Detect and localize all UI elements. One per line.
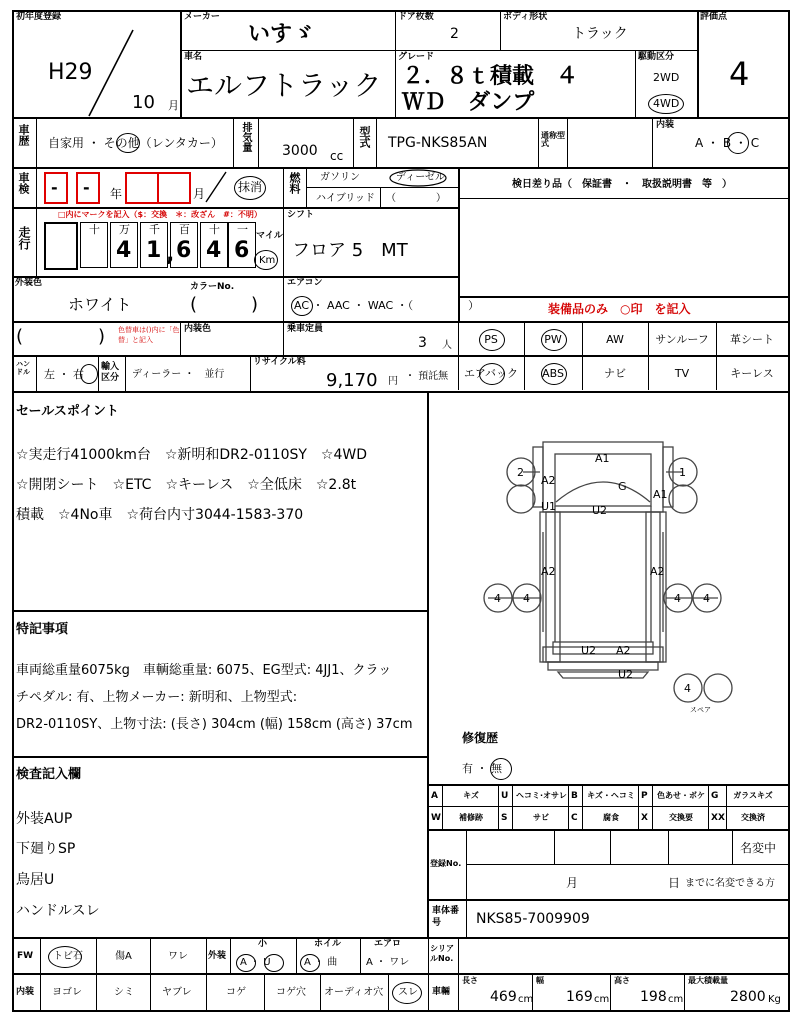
check-line-3: 鳥居U <box>16 872 55 888</box>
check-title: 検査記入欄 <box>16 767 82 782</box>
slash-separator <box>85 28 135 118</box>
body-label: ボディ形状 <box>503 12 548 22</box>
import-value: ディーラー ・ 並行 <box>132 369 225 380</box>
mileage-digit: 4 <box>116 238 132 263</box>
equipment-label: ナビ <box>604 367 626 380</box>
small-value: A ・ U <box>240 957 271 968</box>
spare-label: スペア <box>690 706 711 714</box>
first-reg-year: H29 <box>48 60 93 85</box>
height-unit: cm <box>668 994 684 1005</box>
notes-line2: チペダル: 有、上物メーカー: 新明和、上物型式: <box>16 690 298 705</box>
first-reg-month: 10 <box>132 92 155 113</box>
color-no-paren: ( ) <box>190 294 259 315</box>
legend-code: A <box>431 791 438 801</box>
aircon-circle <box>291 296 313 316</box>
legend-desc: 色あせ・ボケ <box>657 791 705 800</box>
int-label: 内装 <box>16 987 35 997</box>
month-unit: 月 <box>168 99 179 112</box>
aero-label: エアロ <box>374 939 402 949</box>
equipment-label: PS <box>484 333 498 346</box>
inspection-year-unit: 年 <box>110 187 123 201</box>
displacement-unit: cc <box>330 149 344 163</box>
doors-label: ドア枚数 <box>398 12 434 22</box>
mileage-comma: , <box>166 242 175 267</box>
equipment-circle <box>479 329 505 351</box>
capacity-value: 3 <box>418 335 427 351</box>
repair-circle <box>490 758 512 780</box>
load-label: 最大積載量 <box>688 976 728 985</box>
maker: いすゞ <box>248 22 315 47</box>
fuel-gas: ガソリン <box>320 172 360 183</box>
color-change-note: 色替車は()内に「色替」と記入 <box>118 326 180 344</box>
registration-label: 登録No. <box>430 859 462 868</box>
inspection-slash <box>200 170 230 204</box>
drive-4wd: 4WD <box>653 97 680 110</box>
doors: 2 <box>450 26 459 42</box>
equipment-label: PW <box>544 333 562 346</box>
diagram-a2-left-mid: A2 <box>541 565 556 578</box>
shift-label: シフト <box>287 210 315 220</box>
int-item-3: ヤブレ <box>162 987 192 998</box>
capacity-label: 乗車定員 <box>287 324 324 334</box>
diagram-g: G <box>618 480 627 493</box>
chassis-label: 車体番号 <box>432 906 460 928</box>
km-circle <box>254 250 278 270</box>
mileage-unit-label: 千 <box>149 223 160 236</box>
import-label: 輸入区分 <box>101 362 120 383</box>
diagram-a2-bottom: A2 <box>616 644 631 657</box>
wheel-circle <box>300 954 320 972</box>
aircon-value: AC ・ AAC ・ WAC ・（ ） <box>294 299 480 312</box>
legend-desc: 補修跡 <box>459 813 483 822</box>
fw-circle <box>48 946 82 968</box>
legend-desc: キズ・ヘコミ <box>587 791 635 800</box>
length-label: 長さ <box>462 976 478 985</box>
height-label: 高さ <box>614 976 630 985</box>
legend-desc: ガラスキズ <box>733 791 773 800</box>
fuel-hybrid: ハイブリッド <box>316 193 375 204</box>
color-no-label: カラーNo. <box>190 282 235 292</box>
notes-line1: 車両総重量6075kg 車輌総重量: 6075、EG型式: 4JJ1、クラッ <box>16 663 392 678</box>
grade-score: 4 <box>729 55 750 93</box>
history-circle <box>116 133 140 153</box>
mileage-unit-label: 十 <box>89 223 100 236</box>
model: TPG-NKS85AN <box>388 135 488 151</box>
equipment-label: 革シート <box>730 333 774 346</box>
diagram-u2-bottom: U2 <box>581 644 597 657</box>
equipment-label: キーレス <box>730 367 774 380</box>
diesel-circle <box>388 168 448 188</box>
repair-title: 修復歴 <box>462 731 499 745</box>
recycle-deposit: ・ 預託無 <box>405 371 449 382</box>
small-label: 小 <box>258 939 268 949</box>
legend-code: U <box>501 791 509 801</box>
recycle-unit: 円 <box>388 376 398 387</box>
grade-line2: ＷＤ ダンプ <box>402 90 535 115</box>
drive-label: 駆動区分 <box>638 52 675 62</box>
int-item-5: コゲ穴 <box>276 987 306 998</box>
maker-label: メーカー <box>184 12 220 22</box>
legend-desc: サビ <box>533 813 549 822</box>
fw-label: FW <box>17 951 34 961</box>
notes-title: 特記事項 <box>16 622 69 637</box>
wheel-label: ホイル <box>314 939 342 949</box>
legend-desc: 交換要 <box>669 813 693 822</box>
diagram-a2-right-mid: A2 <box>650 565 665 578</box>
recycle-value: 9,170 <box>326 370 378 391</box>
int-item-4: コゲ <box>226 987 246 998</box>
equipment-title: 装備品のみ ○印 を記入 <box>548 302 691 316</box>
fuel-diesel: ディーゼル <box>396 172 445 183</box>
mileage-unit-label: 万 <box>119 223 130 236</box>
sales-line1: ☆実走行41000km台 ☆新明和DR2-0110SY ☆4WD <box>16 447 367 463</box>
int-item-6: オーディオ穴 <box>324 987 384 998</box>
equipment-circle <box>541 363 567 385</box>
aircon-label: エアコン <box>287 278 323 288</box>
fw-item-2: 傷A <box>115 951 132 962</box>
common-model-label: 通称型式 <box>541 131 565 148</box>
inspection-box-4 <box>157 172 191 204</box>
int-item-2: シミ <box>114 987 134 998</box>
equipment-label: エアバック <box>463 367 519 380</box>
fw-item-1: トビ石 <box>53 951 83 962</box>
docs-title: 検日差り品（ 保証書 ・ 取扱説明書 等 ） <box>512 179 732 190</box>
history-value: 自家用 ・ その他（レンタカー） <box>48 136 223 150</box>
serial-label: シリアルNo. <box>430 944 454 963</box>
small-circle-u <box>264 954 284 972</box>
int-circle <box>392 982 422 1004</box>
equipment-label: ABS <box>542 367 564 380</box>
legend-code: G <box>711 791 719 801</box>
equipment-circle <box>541 329 567 351</box>
diagram-u2-lower: U2 <box>618 668 634 681</box>
color-value: ホワイト <box>68 295 132 314</box>
paren-left: ( <box>16 326 24 347</box>
car-name: エルフトラック <box>186 69 382 102</box>
grade-label: グレード <box>398 52 435 62</box>
displacement-label: 排気量 <box>240 122 251 152</box>
legend-desc: ヘコミ·オサレ <box>516 791 567 800</box>
check-line-4: ハンドルスレ <box>16 903 100 919</box>
name-change: 名変中 <box>740 841 777 855</box>
int-item-1: ヨゴレ <box>52 987 82 998</box>
fw-item-3: ワレ <box>168 951 188 962</box>
damage-diagram <box>428 392 788 784</box>
handle-label: ハンドル <box>16 360 30 377</box>
mileage-unit-label: 一 <box>237 223 248 236</box>
inspection-dash-2: - <box>83 178 90 197</box>
frame-right <box>788 10 790 1012</box>
equipment-label: TV <box>674 367 690 380</box>
capacity-unit: 人 <box>442 340 452 351</box>
load-unit: Kg <box>768 994 781 1005</box>
grade-score-label: 評価点 <box>700 12 728 22</box>
interior-circle <box>727 132 749 154</box>
mileage-unit-label: 十 <box>209 223 220 236</box>
handle-value: 左 ・ 右 <box>44 368 84 381</box>
inspection-month-unit: 月 <box>193 187 206 201</box>
history-label: 車歴 <box>17 124 30 146</box>
car-name-label: 車名 <box>184 52 203 62</box>
load-value: 2800 <box>730 989 766 1005</box>
dims-label: 車輛 <box>432 987 451 997</box>
recycle-label: リサイクル料 <box>253 357 306 367</box>
inspection-box-3 <box>125 172 159 204</box>
ext-label: 外装 <box>208 951 227 961</box>
cancelled-circle <box>234 176 266 200</box>
diagram-u2-mid: U2 <box>592 504 608 517</box>
fuel-hybrid-paren: （ ） <box>386 193 446 204</box>
width-value: 169 <box>566 989 593 1005</box>
mileage-digit: 1 <box>146 238 162 263</box>
mileage-note: □内にマークを記入（$：交換 ＊：改ざん #：不明） <box>58 210 262 219</box>
wheel-rear-r2: 4 <box>703 592 710 605</box>
wheel-rear-l1: 4 <box>494 592 501 605</box>
body: トラック <box>572 26 628 42</box>
sales-title: セールスポイント <box>16 404 119 419</box>
check-line-2: 下廻りSP <box>16 841 76 857</box>
inspection-label: 車検 <box>17 172 30 194</box>
mileage-digit: 6 <box>176 238 192 263</box>
sales-line3: 積載 ☆4No車 ☆荷台内寸3044-1583-370 <box>16 507 304 523</box>
mileage-digit: 6 <box>234 238 250 263</box>
legend-code: S <box>501 813 508 823</box>
frame-bottom <box>12 1010 790 1012</box>
equipment-label: サンルーフ <box>655 333 709 346</box>
legend-desc: キズ <box>463 791 479 800</box>
notes-line3: DR2-0110SY、上物寸法: (長さ) 304cm (幅) 158cm (高さ) 37cm <box>16 717 413 732</box>
color-label: 外装色 <box>15 278 43 288</box>
wheel-front-right: 1 <box>679 466 686 479</box>
height-value: 198 <box>640 989 667 1005</box>
legend-desc: 腐食 <box>603 813 619 822</box>
length-value: 469 <box>490 989 517 1005</box>
model-label: 型式 <box>358 126 371 148</box>
drive-2wd: 2WD <box>653 71 680 84</box>
check-line-1: 外装AUP <box>16 811 73 827</box>
legend-code: P <box>641 791 648 801</box>
legend-code: X <box>641 813 648 823</box>
first-reg-label: 初年度登録 <box>16 12 62 22</box>
legend-code: C <box>571 813 578 823</box>
aero-value: A ・ ワレ <box>366 957 410 968</box>
km-label: Km <box>259 255 276 266</box>
reg-month-unit: 月 <box>566 876 579 890</box>
inspection-cancelled: 抹消 <box>238 180 263 194</box>
shift-value: フロア 5 MT <box>292 240 408 261</box>
small-circle-a <box>236 954 256 972</box>
wheel-value: A ・ 曲 <box>304 957 338 968</box>
diagram-u1: U1 <box>541 500 557 513</box>
mileage-unit-label: 百 <box>179 223 190 236</box>
legend-desc: 交換済 <box>741 813 765 822</box>
interior-grades: A ・ B ・ C <box>695 136 760 150</box>
legend-code: XX <box>711 813 725 823</box>
frame-left <box>12 10 14 1012</box>
wheel-front-left: 2 <box>517 466 524 479</box>
length-unit: cm <box>518 994 534 1005</box>
interior-label: 内装 <box>656 120 675 130</box>
interior-color-label: 内装色 <box>184 324 212 334</box>
grade-line1: ２．８ｔ積載 ４ <box>402 64 579 89</box>
reg-day-unit: 日 <box>668 876 681 890</box>
diagram-a1-right: A1 <box>653 488 668 501</box>
reg-deadline: までに名変できる方 <box>685 878 775 889</box>
wheel-rear-l2: 4 <box>523 592 530 605</box>
legend-code: W <box>431 813 441 823</box>
mileage-digit: 4 <box>206 238 222 263</box>
diagram-a2-left-top: A2 <box>541 474 556 487</box>
mile-label: マイル <box>256 231 283 241</box>
chassis-value: NKS85-7009909 <box>476 911 590 927</box>
equipment-label: AW <box>606 333 624 346</box>
equipment-circle <box>479 363 505 385</box>
paren-right: ) <box>98 326 106 347</box>
inspection-dash-1: - <box>51 178 58 197</box>
repair-value: 有 ・ 無 <box>462 762 502 775</box>
handle-circle <box>80 364 98 384</box>
sales-line2: ☆開閉シート ☆ETC ☆キーレス ☆全低床 ☆2.8t <box>16 477 357 493</box>
displacement: 3000 <box>282 143 318 159</box>
fuel-label: 燃料 <box>288 172 301 194</box>
diagram-a1-top: A1 <box>595 452 610 465</box>
drive-4wd-circle <box>648 94 684 114</box>
wheel-rear-r1: 4 <box>674 592 681 605</box>
mileage-box-0 <box>44 222 78 270</box>
wheel-spare: 4 <box>684 682 691 695</box>
mileage-label: 走行 <box>17 226 31 250</box>
int-item-7: スレ <box>398 987 418 998</box>
legend-code: B <box>571 791 578 801</box>
width-label: 幅 <box>536 976 544 985</box>
width-unit: cm <box>594 994 610 1005</box>
